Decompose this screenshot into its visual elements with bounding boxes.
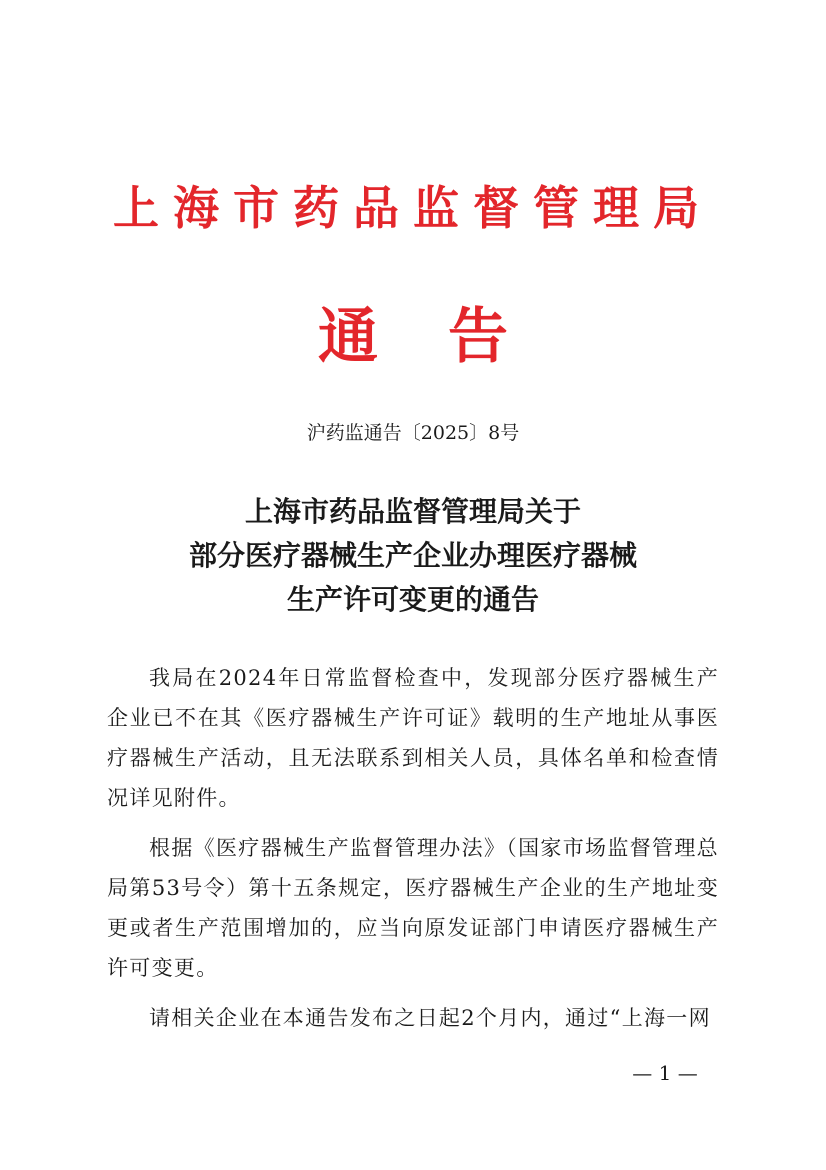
document-body: [107, 658, 719, 1048]
title-line-1: 上海市药品监督管理局关于: [244, 495, 581, 528]
body-paragraph-3: 请相关企业在本通告发布之日起2个月内，通过“上海一网: [149, 1006, 711, 1030]
page-number: — 1 —: [632, 1061, 698, 1085]
notice-label: 通告: [318, 302, 578, 372]
title-line-2: 部分医疗器械生产企业办理医疗器械: [188, 539, 637, 572]
document-title: [0, 490, 826, 622]
body-paragraph-1: 我局在2024年日常监督检查中，发现部分医疗器械生产企业已不在其《医疗器械生产许可证》载明的生产地址从事医疗器械生产活动，且无法联系到相关人员，具体名单和检查情况详见附件。: [107, 666, 719, 810]
body-paragraph-2: 根据《医疗器械生产监督管理办法》（国家市场监督管理总局第53号令）第十五条规定，医疗器械生产企业的生产地址变更或者生产范围增加的，应当向原发证部门申请医疗器械生产许可变更。: [107, 836, 719, 980]
document-number: 沪药监通告〔2025〕8号: [306, 422, 520, 444]
issuing-organization: 上海市药品监督管理局: [113, 181, 713, 235]
title-line-3: 生产许可变更的通告: [286, 583, 539, 616]
